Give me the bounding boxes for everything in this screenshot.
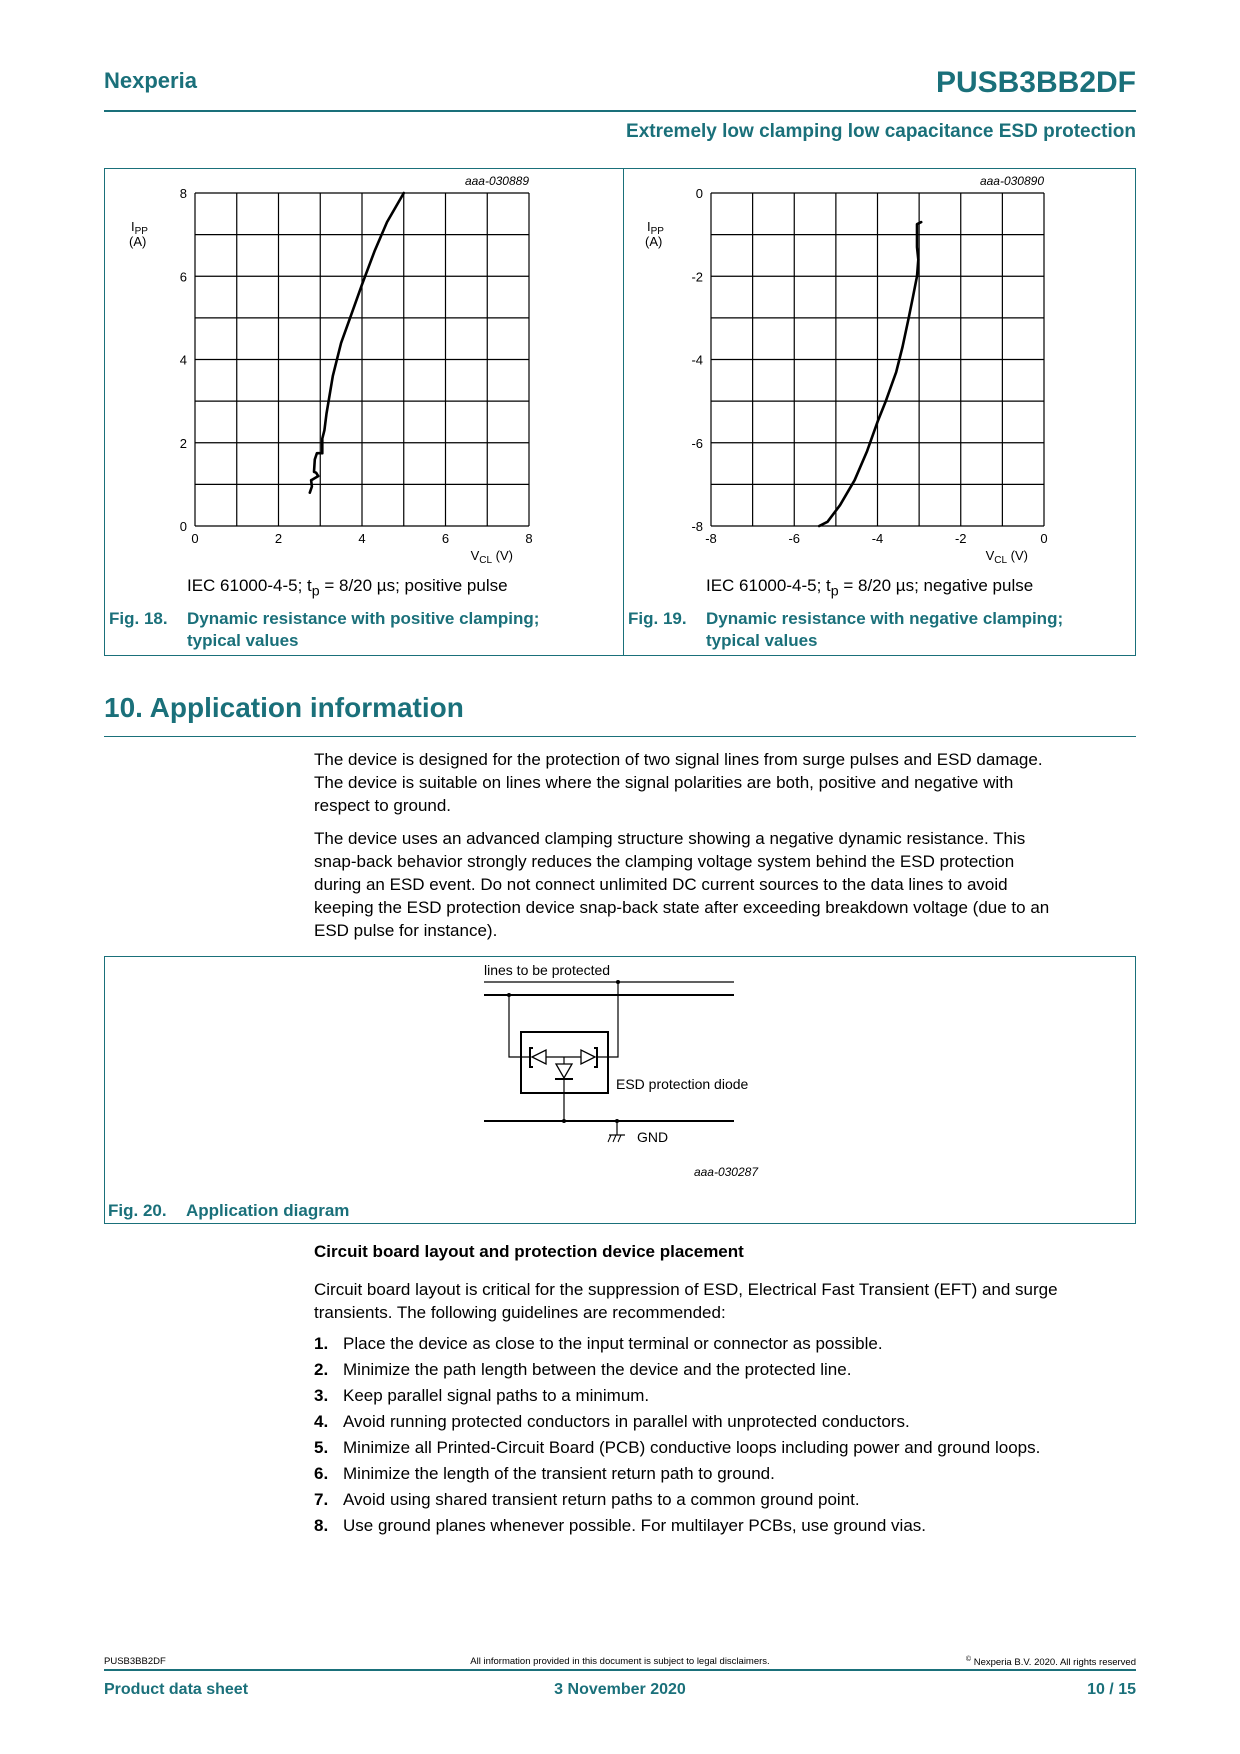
guideline-text: Avoid running protected conductors in parallel with unprotected conductors. bbox=[343, 1412, 910, 1431]
condition-text: = 8/20 µs; negative pulse bbox=[838, 576, 1034, 595]
guideline-number: 4. bbox=[314, 1412, 329, 1431]
guideline-item bbox=[314, 1461, 1144, 1487]
x-tick-label: 2 bbox=[274, 531, 283, 546]
subsection-heading: Circuit board layout and protection device placement bbox=[314, 1242, 744, 1261]
x-axis-label: $V_{CL}$ (V) bbox=[470, 548, 513, 566]
x-tick-label: 4 bbox=[358, 531, 366, 546]
guideline-number: 5. bbox=[314, 1438, 329, 1457]
footer-doc-type: Product data sheet bbox=[104, 1681, 249, 1698]
footer-part: PUSB3BB2DF bbox=[104, 1656, 166, 1667]
guideline-item bbox=[314, 1357, 1144, 1383]
footer-rule bbox=[104, 1669, 1136, 1671]
y-axis-label: $I_{PP}$ bbox=[647, 219, 664, 237]
y-tick-label: -8 bbox=[691, 519, 703, 534]
guideline-item bbox=[314, 1435, 1144, 1461]
layout-intro bbox=[314, 1278, 1144, 1324]
guideline-text: Use ground planes whenever possible. For multilayer PCBs, use ground vias. bbox=[343, 1516, 927, 1535]
y-tick-label: 0 bbox=[695, 186, 703, 201]
copyright-mark: © bbox=[965, 1656, 972, 1663]
condition-text: IEC 61000-4-5; t bbox=[706, 576, 831, 595]
y-tick-label: 8 bbox=[179, 186, 187, 201]
x-tick-label: -2 bbox=[954, 531, 967, 546]
y-tick-label: 0 bbox=[179, 519, 187, 534]
footer-page-number: 10 / 15 bbox=[1087, 1681, 1136, 1698]
text-line: The device uses an advanced clamping structure showing a negative dynamic resistance. This bbox=[314, 829, 1026, 848]
text-line: snap-back behavior strongly reduces the clamping voltage system behind the ESD protection bbox=[314, 852, 1015, 871]
y-tick-label: 4 bbox=[179, 352, 187, 368]
y-tick-label: -6 bbox=[691, 435, 703, 451]
diagram-id: aaa-030287 bbox=[693, 1165, 758, 1179]
chart-id: aaa-030889 bbox=[464, 174, 529, 188]
guideline-number: 3. bbox=[314, 1386, 329, 1405]
copyright-text: Nexperia B.V. 2020. All rights reserved bbox=[971, 1657, 1136, 1669]
x-tick-label: -8 bbox=[705, 531, 717, 546]
brand-name: Nexperia bbox=[104, 68, 197, 93]
guideline-number: 1. bbox=[314, 1334, 329, 1353]
y-tick-label: 2 bbox=[179, 435, 187, 451]
text-line: keeping the ESD protection device snap-back state after exceeding breakdown voltage (due to an bbox=[314, 898, 1050, 917]
x-tick-label: 8 bbox=[525, 531, 533, 546]
guideline-number: 8. bbox=[314, 1516, 329, 1535]
y-tick-label: -2 bbox=[691, 269, 703, 285]
guideline-item bbox=[314, 1487, 1144, 1513]
footer-disclaimer: All information provided in this document is subject to legal disclaimers. bbox=[470, 1656, 770, 1667]
text-line: Circuit board layout is critical for the suppression of ESD, Electrical Fast Transient (EFT) and surge bbox=[314, 1280, 1058, 1299]
part-number: PUSB3BB2DF bbox=[935, 66, 1136, 99]
guideline-number: 6. bbox=[314, 1464, 329, 1483]
section-heading: 10. Application information bbox=[104, 692, 464, 723]
text-line: The device is suitable on lines where the signal polarities are both, positive and negative with bbox=[314, 773, 1014, 792]
caption-number: Fig. 19. bbox=[628, 609, 687, 628]
footer-copyright bbox=[966, 1656, 1136, 1668]
guideline-text: Avoid using shared transient return paths to a common ground point. bbox=[343, 1490, 860, 1509]
guideline-number: 2. bbox=[314, 1360, 329, 1379]
x-tick-label: 0 bbox=[191, 531, 199, 546]
y-tick-label: 6 bbox=[179, 269, 187, 285]
x-tick-label: 6 bbox=[441, 531, 450, 546]
lines-label: lines to be protected bbox=[484, 962, 611, 978]
guideline-item bbox=[314, 1331, 1144, 1357]
caption-number: Fig. 18. bbox=[109, 609, 168, 628]
diode-left-icon bbox=[530, 1048, 546, 1067]
y-axis-label: $I_{PP}$ bbox=[131, 219, 148, 237]
text-line: during an ESD event. Do not connect unlimited DC current sources to the data lines to avoid bbox=[314, 875, 1008, 894]
guideline-text: Keep parallel signal paths to a minimum. bbox=[343, 1386, 650, 1405]
guideline-item bbox=[314, 1409, 1144, 1435]
text-line: ESD pulse for instance). bbox=[314, 921, 498, 940]
x-tick-label: 0 bbox=[1040, 531, 1048, 546]
condition-text: IEC 61000-4-5; t bbox=[187, 576, 312, 595]
footer-date: 3 November 2020 bbox=[554, 1681, 686, 1698]
x-axis-label: $V_{CL}$ (V) bbox=[985, 548, 1028, 566]
guideline-number: 7. bbox=[314, 1490, 329, 1509]
diode-center-icon bbox=[555, 1057, 573, 1079]
guideline-text: Minimize the path length between the device and the protected line. bbox=[343, 1360, 852, 1379]
guideline-item bbox=[314, 1383, 1144, 1409]
guideline-text: Place the device as close to the input terminal or connector as possible. bbox=[343, 1334, 883, 1353]
caption-title: Application diagram bbox=[186, 1201, 350, 1220]
text-line: transients. The following guidelines are recommended: bbox=[314, 1303, 726, 1322]
guideline-item bbox=[314, 1513, 1144, 1539]
diode-right-icon bbox=[581, 1048, 597, 1067]
y-tick-label: -4 bbox=[691, 352, 703, 368]
junction-dot bbox=[562, 1119, 566, 1123]
guideline-list bbox=[314, 1331, 1144, 1539]
caption-title: typical values bbox=[187, 631, 299, 650]
condition-sub: p bbox=[830, 583, 839, 600]
document-subtitle: Extremely low clamping low capacitance ESD protection bbox=[626, 121, 1136, 142]
fig20-caption bbox=[108, 1201, 349, 1221]
ground-icon bbox=[608, 1121, 625, 1142]
caption-title: typical values bbox=[706, 631, 818, 650]
y-axis-unit: (A) bbox=[129, 234, 147, 249]
condition-sub: p bbox=[311, 583, 320, 600]
chart-id: aaa-030890 bbox=[979, 174, 1044, 188]
caption-title: Dynamic resistance with negative clamping; bbox=[706, 609, 1064, 628]
condition-text: = 8/20 µs; positive pulse bbox=[319, 576, 508, 595]
caption-number: Fig. 20. bbox=[108, 1201, 167, 1220]
x-tick-label: -6 bbox=[788, 531, 801, 546]
y-axis-unit: (A) bbox=[645, 234, 663, 249]
caption-title: Dynamic resistance with positive clamping; bbox=[187, 609, 540, 628]
x-tick-label: -4 bbox=[871, 531, 884, 546]
guideline-text: Minimize all Printed-Circuit Board (PCB) conductive loops including power and ground loops. bbox=[343, 1438, 1041, 1457]
gnd-label: GND bbox=[637, 1129, 669, 1145]
guideline-text: Minimize the length of the transient return path to ground. bbox=[343, 1464, 775, 1483]
text-line: The device is designed for the protection of two signal lines from surge pulses and ESD damage. bbox=[314, 750, 1043, 769]
text-line: respect to ground. bbox=[314, 796, 452, 815]
wire bbox=[509, 995, 530, 1057]
device-label: ESD protection diode bbox=[616, 1076, 749, 1092]
